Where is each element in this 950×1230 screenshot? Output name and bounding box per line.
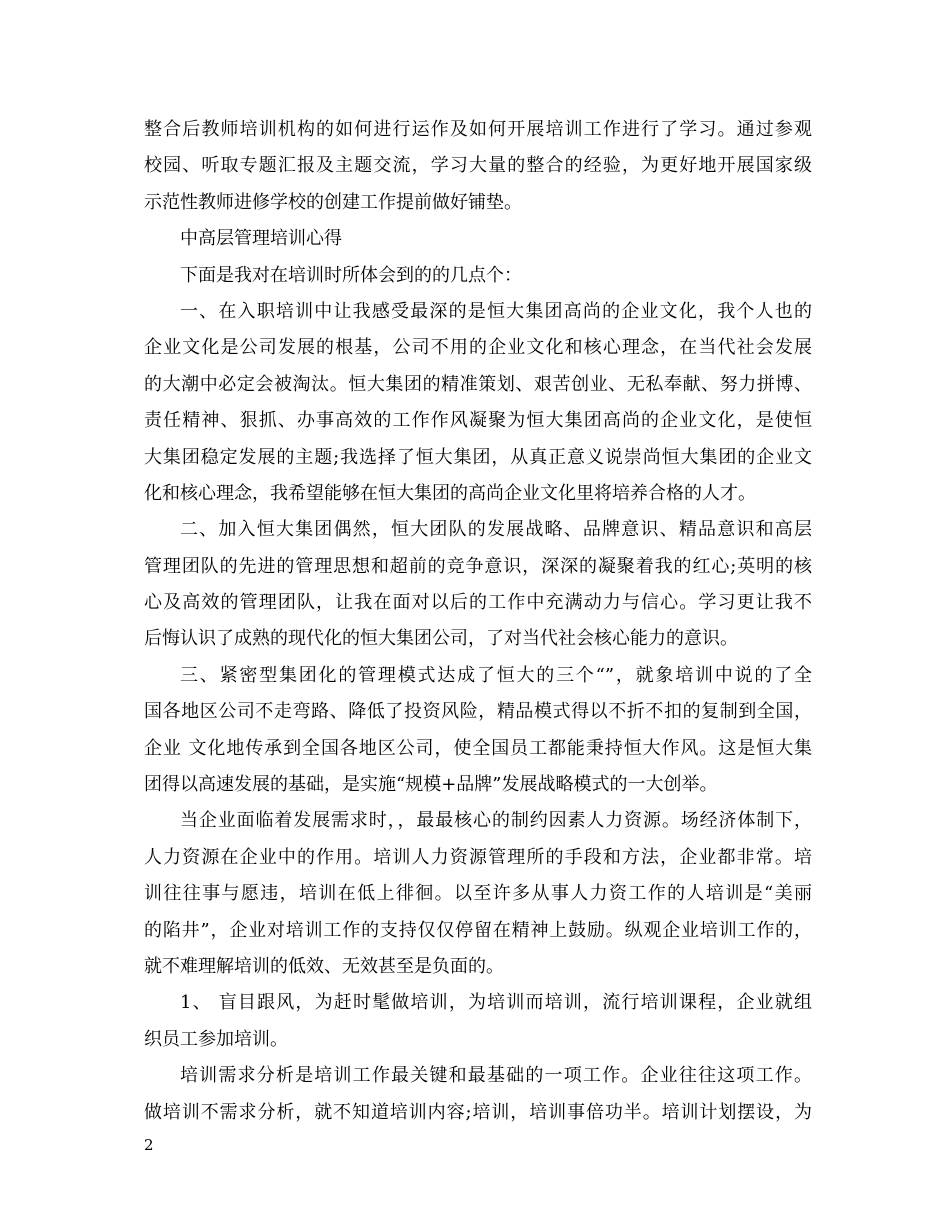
- text-line: 人力资源在企业中的作用。培训人力资源管理所的手段和方法，企业都非常。培: [144, 846, 812, 868]
- text-line: 责任精神、狠抓、办事高效的工作作风凝聚为恒大集团高尚的企业文化，是使恒: [144, 410, 812, 432]
- text-line: 校园、听取专题汇报及主题交流，学习大量的整合的经验，为更好地开展国家级: [144, 155, 812, 177]
- text-line: 一、在入职培训中让我感受最深的是恒大集团高尚的企业文化，我个人也的: [180, 300, 812, 322]
- text-line: 示范性教师进修学校的创建工作提前做好铺垫。: [144, 191, 522, 213]
- document-body: [144, 112, 812, 1131]
- text-line: 心及高效的管理团队，让我在面对以后的工作中充满动力与信心。学习更让我不: [144, 592, 812, 614]
- text-line: 就不难理解培训的低效、无效甚至是负面的。: [144, 955, 504, 977]
- text-line: 三、紧密型集团化的管理模式达成了恒大的三个“”，就象培训中说的了全: [180, 664, 812, 686]
- text-line: 1、 盲目跟风，为赶时髦做培训，为培训而培训，流行培训课程，企业就组: [180, 992, 812, 1014]
- text-line: 当企业面临着发展需求时，，最最核心的制约因素人力资源。场经济体制下，: [180, 810, 812, 832]
- text-line: 织员工参加培训。: [144, 1028, 288, 1050]
- text-line: 做培训不需求分析，就不知道培训内容;培训，培训事倍功半。培训计划摆设，为: [144, 1101, 812, 1123]
- text-line: 整合后教师培训机构的如何进行运作及如何开展培训工作进行了学习。通过参观: [144, 119, 812, 140]
- page-number: 2: [144, 1136, 154, 1154]
- text-line: 中高层管理培训心得: [180, 228, 342, 250]
- text-line: 管理团队的先进的管理思想和超前的竞争意识，深深的凝聚着我的红心;英明的核: [144, 555, 812, 577]
- text-line: 化和核心理念，我希望能够在恒大集团的高尚企业文化里将培养合格的人才。: [144, 482, 756, 504]
- text-line: 培训需求分析是培训工作最关键和最基础的一项工作。企业往往这项工作。: [180, 1065, 812, 1087]
- text-line: 后悔认识了成熟的现代化的恒大集团公司，了对当代社会核心能力的意识。: [144, 628, 738, 650]
- text-line: 企业文化是公司发展的根基，公司不用的企业文化和核心理念，在当代社会发展: [144, 337, 812, 359]
- text-line: 的陷井”，企业对培训工作的支持仅仅停留在精神上鼓励。纵观企业培训工作的，: [144, 919, 812, 941]
- text-line: 企业 文化地传承到全国各地区公司，使全国员工都能秉持恒大作风。这是恒大集: [144, 737, 812, 759]
- text-line: 二、加入恒大集团偶然，恒大团队的发展战略、品牌意识、精品意识和高层: [180, 519, 812, 541]
- text-line: 大集团稳定发展的主题;我选择了恒大集团，从真正意义说崇尚恒大集团的企业文: [144, 446, 812, 468]
- text-line: 国各地区公司不走弯路、降低了投资风险，精品模式得以不折不扣的复制到全国，: [144, 701, 812, 723]
- text-line: 下面是我对在培训时所体会到的的几点个：: [180, 264, 522, 286]
- text-line: 团得以高速发展的基础，是实施“规模+品牌”发展战略模式的一大创举。: [144, 774, 718, 796]
- text-line: 的大潮中必定会被淘汰。恒大集团的精准策划、艰苦创业、无私奉献、努力拼博、: [144, 373, 812, 395]
- text-line: 训往往事与愿违，培训在低上徘徊。以至许多从事人力资工作的人培训是“美丽: [144, 883, 812, 905]
